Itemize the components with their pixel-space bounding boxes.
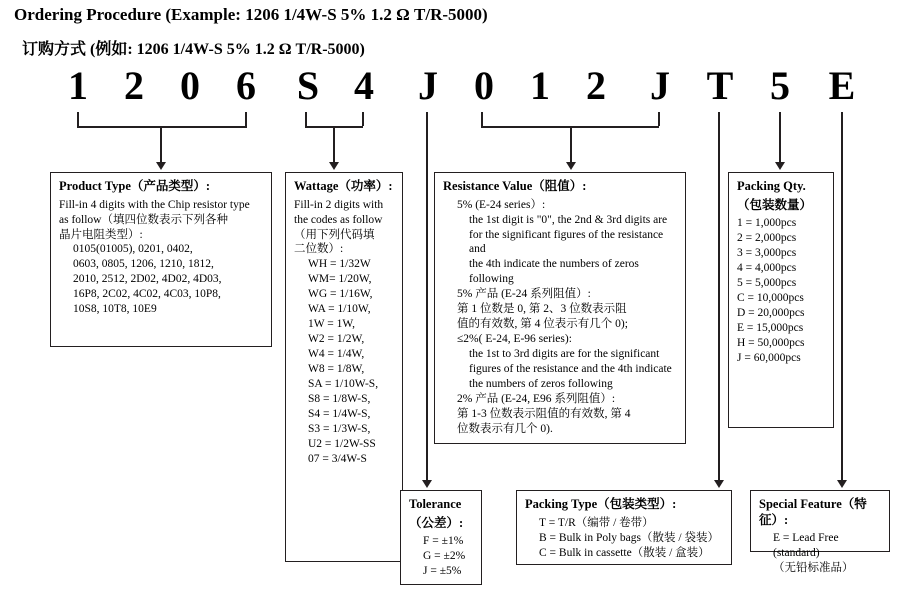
wattage-line-8: WA = 1/10W,	[308, 303, 371, 316]
resistance-line-8: ≤2%( E-24, E-96 series):	[457, 333, 572, 346]
arrow-resistance	[566, 162, 576, 170]
packing-qty-line-5: 5 = 5,000pcs	[737, 277, 797, 289]
special-feature-header: Special Feature（特征）:	[759, 497, 867, 527]
code-char-4: 6	[236, 63, 256, 108]
resistance-line-11: the numbers of zeros following	[469, 377, 613, 390]
connector-wt-a	[305, 112, 307, 126]
tolerance-line-3: J = ±5%	[423, 565, 462, 578]
connector-rv-a	[481, 112, 483, 126]
packing-qty-line-9: H = 50,000pcs	[737, 336, 805, 349]
box-packing-type	[516, 490, 732, 565]
code-char-13: 5	[770, 63, 790, 108]
wattage-line-2: the codes as follow	[294, 213, 383, 226]
wattage-line-1: Fill-in 2 digits with	[294, 198, 384, 211]
packing-qty-line-6: C = 10,000pcs	[737, 291, 804, 304]
wattage-line-3: （用下列代码填	[294, 228, 375, 241]
code-char-11: J	[650, 63, 670, 108]
wattage-line-14: S8 = 1/8W-S,	[308, 392, 371, 405]
product-type-line-1: Fill-in 4 digits with the Chip resistor type	[59, 198, 250, 211]
connector-pt-stem	[160, 126, 162, 162]
special-feature-line-1: E = Lead Free (standard)	[773, 532, 842, 560]
packing-qty-line-2: 2 = 2,000pcs	[737, 232, 797, 245]
wattage-line-16: S3 = 1/3W-S,	[308, 422, 371, 435]
connector-wt-b	[362, 112, 364, 126]
page-title-en: Ordering Procedure (Example: 1206 1/4W-S 5% 1.2 Ω T/R-5000)	[14, 5, 488, 24]
packing-qty-line-10: J = 60,000pcs	[737, 351, 801, 364]
connector-tol-stem	[426, 112, 428, 480]
wattage-line-9: 1W = 1W,	[308, 318, 356, 331]
tolerance-line-1: F = ±1%	[423, 535, 464, 548]
tolerance-line-2: G = ±2%	[423, 550, 466, 563]
wattage-line-7: WG = 1/16W,	[308, 288, 373, 301]
resistance-line-9: the 1st to 3rd digits are for the significant	[469, 348, 660, 360]
wattage-line-11: W4 = 1/4W,	[308, 348, 365, 360]
connector-sf-stem	[841, 112, 843, 480]
packing-type-header: Packing Type（包装类型）:	[525, 497, 677, 511]
code-char-14: E	[828, 63, 856, 108]
code-char-10: 2	[586, 63, 606, 108]
wattage-line-4: 二位数）:	[294, 243, 344, 256]
packing-qty-header2: （包装数量）	[737, 197, 813, 212]
product-type-line-7: 16P8, 2C02, 4C02, 4C03, 10P8,	[73, 288, 221, 301]
resistance-line-5: 5% 产品 (E-24 系列阻值）:	[457, 288, 591, 301]
packing-type-line-2: B = Bulk in Poly bags（散装 / 袋装）	[539, 531, 719, 544]
packing-qty-line-7: D = 20,000pcs	[737, 306, 805, 319]
packing-qty-line-8: E = 15,000pcs	[737, 321, 804, 334]
arrow-tolerance	[422, 480, 432, 488]
connector-pt-h	[77, 126, 247, 128]
tolerance-header2: （公差）:	[409, 515, 464, 530]
code-char-1: 1	[68, 63, 88, 108]
box-tolerance	[400, 490, 482, 585]
connector-rv-stem	[570, 126, 572, 162]
resistance-line-2: the 1st digit is "0", the 2nd & 3rd digits are	[469, 213, 668, 226]
arrow-packing-type	[714, 480, 724, 488]
code-char-6: 4	[354, 63, 374, 108]
code-char-5: S	[296, 63, 320, 108]
box-resistance-value	[434, 172, 686, 444]
product-type-line-4: 0105(01005), 0201, 0402,	[73, 243, 193, 256]
resistance-line-6: 第 1 位数是 0, 第 2、3 位数表示阻	[457, 303, 627, 316]
box-wattage	[285, 172, 403, 562]
arrow-packing-qty	[775, 162, 785, 170]
code-char-8: 0	[474, 63, 494, 108]
arrow-product-type	[156, 162, 166, 170]
code-char-7: J	[418, 63, 438, 108]
wattage-line-17: U2 = 1/2W-SS	[308, 437, 376, 450]
wattage-line-12: W8 = 1/8W,	[308, 362, 365, 375]
connector-pt-a	[77, 112, 79, 126]
code-char-2: 2	[124, 63, 144, 108]
product-type-line-6: 2010, 2512, 2D02, 4D02, 4D03,	[73, 273, 222, 286]
part-number-code	[0, 62, 900, 112]
box-product-type	[50, 172, 272, 347]
connector-pq-stem	[779, 112, 781, 162]
page-title-cn: 订购方式 (例如: 1206 1/4W-S 5% 1.2 Ω T/R-5000)	[22, 41, 365, 58]
code-char-9: 1	[530, 63, 550, 108]
resistance-line-10: figures of the resistance and the 4th indicate	[469, 362, 672, 375]
resistance-line-1: 5% (E-24 series）:	[457, 198, 546, 211]
packing-qty-line-4: 4 = 4,000pcs	[737, 262, 797, 275]
wattage-line-6: WM= 1/20W,	[308, 273, 372, 286]
wattage-line-5: WH = 1/32W	[308, 258, 371, 271]
packing-qty-line-1: 1 = 1,000pcs	[737, 217, 797, 230]
resistance-line-13: 第 1-3 位数表示阻值的有效数, 第 4	[457, 407, 631, 420]
box-special-feature	[750, 490, 890, 575]
resistance-line-14: 位数表示有几个 0).	[457, 422, 553, 435]
packing-type-line-1: T = T/R（编带 / 卷带）	[539, 516, 654, 529]
packing-qty-header: Packing Qty.	[737, 179, 806, 193]
connector-rv-b	[658, 112, 660, 126]
resistance-line-7: 值的有效数, 第 4 位表示有几个 0);	[457, 318, 628, 331]
packing-qty-line-3: 3 = 3,000pcs	[737, 247, 797, 260]
wattage-line-15: S4 = 1/4W-S,	[308, 407, 371, 420]
arrow-wattage	[329, 162, 339, 170]
product-type-line-2: as follow（填四位数表示下列各种	[59, 213, 228, 226]
code-char-3: 0	[180, 63, 200, 108]
resistance-line-3: for the significant figures of the resistance and	[469, 228, 667, 256]
tolerance-header: Tolerance	[409, 497, 462, 511]
arrow-special-feature	[837, 480, 847, 488]
connector-pt-b	[245, 112, 247, 126]
connector-wt-stem	[333, 126, 335, 162]
wattage-line-18: 07 = 3/4W-S	[308, 452, 367, 465]
product-type-line-5: 0603, 0805, 1206, 1210, 1812,	[73, 258, 214, 271]
wattage-header: Wattage（功率）:	[294, 179, 393, 193]
product-type-line-3: 晶片电阻类型）:	[59, 228, 143, 241]
product-type-header: Product Type（产品类型）:	[59, 179, 211, 193]
connector-ptype-stem	[718, 112, 720, 480]
product-type-line-8: 10S8, 10T8, 10E9	[73, 303, 157, 316]
resistance-line-4: the 4th indicate the numbers of zeros following	[469, 258, 642, 286]
packing-type-line-3: C = Bulk in cassette（散装 / 盒装）	[539, 546, 710, 559]
resistance-line-12: 2% 产品 (E-24, E96 系列阻值）:	[457, 392, 616, 405]
wattage-line-10: W2 = 1/2W,	[308, 333, 365, 346]
code-char-12: T	[706, 63, 734, 108]
wattage-line-13: SA = 1/10W-S,	[308, 377, 379, 390]
box-packing-qty	[728, 172, 834, 428]
special-feature-line-2: （无铅标准品）	[773, 562, 854, 575]
resistance-header: Resistance Value（阻值）:	[443, 179, 587, 193]
